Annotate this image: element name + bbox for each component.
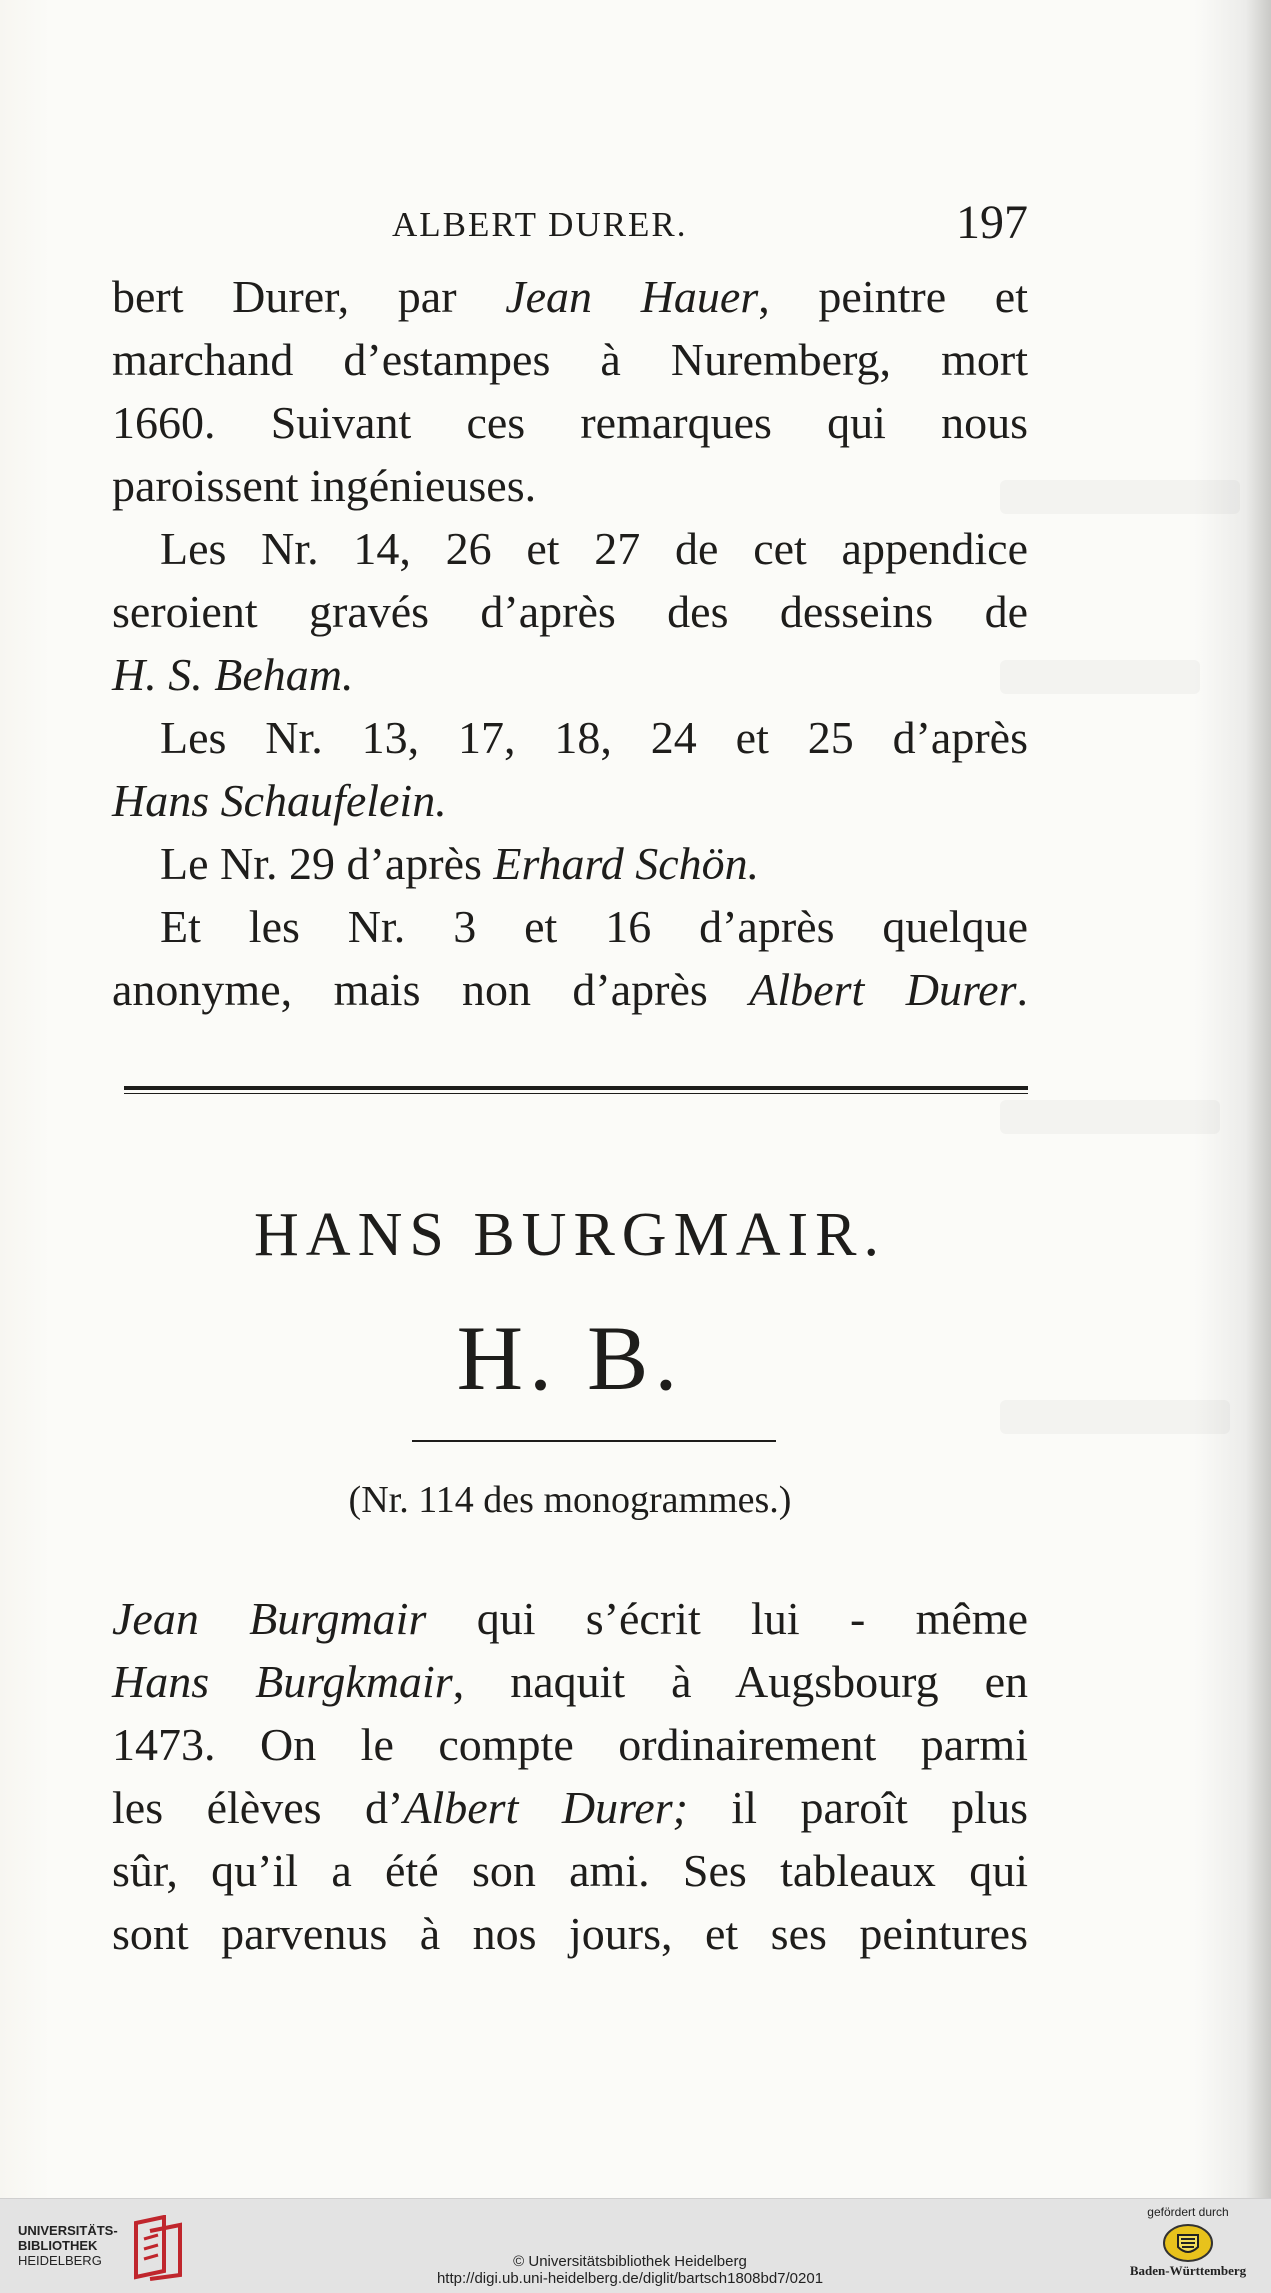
text-line (112, 958, 1028, 1021)
bleed-through-mark (1000, 660, 1200, 694)
state-seal-icon (1162, 2223, 1214, 2263)
section-rule (124, 1086, 1028, 1090)
text-line: Hans Schaufelein. (112, 775, 447, 826)
text-line: seroient gravés d’après des desseins de (112, 586, 1028, 637)
person-name: Hans Burgkmair (112, 1656, 453, 1707)
monogram: H. B. (456, 1307, 684, 1409)
text-line (112, 1776, 1028, 1839)
person-name: Jean Hauer (505, 271, 759, 322)
library-name-line: BIBLIOTHEK (18, 2238, 98, 2253)
person-name: Albert Durer; (403, 1782, 688, 1833)
bleed-through-mark (1000, 1400, 1230, 1434)
bleed-through-mark (1000, 1100, 1220, 1134)
text-run: Le Nr. 29 d’après (160, 838, 494, 889)
library-name-line: UNIVERSITÄTS- (18, 2223, 118, 2238)
running-head (112, 195, 1028, 255)
library-name-line: HEIDELBERG (18, 2253, 102, 2268)
text-run: , naquit à Augsbourg en (452, 1656, 1029, 1707)
person-name: Jean Burgmair (112, 1593, 427, 1644)
library-mark-icon (130, 2215, 190, 2281)
page-number: 197 (956, 196, 1028, 249)
text-run: , peintre et (758, 271, 1028, 322)
text-line: sûr, qu’il a été son ami. Ses tableaux qui (112, 1845, 1028, 1896)
text-line: 1660. Suivant ces remarques qui nous (112, 397, 1028, 448)
permalink-url[interactable]: http://digi.ub.uni-heidelberg.de/diglit/bartsch1808bd7/0201 (436, 2270, 824, 2287)
copyright-text: © Universitätsbibliothek Heidelberg (513, 2253, 747, 2270)
text-run: les élèves d’ (112, 1782, 404, 1833)
text-line: sont parvenus à nos jours, et ses peintures (112, 1908, 1028, 1959)
text-line: paroissent ingénieuses. (112, 460, 537, 511)
person-name: Albert Durer (749, 964, 1017, 1015)
text-line: Les Nr. 14, 26 et 27 de cet appendice (160, 523, 1028, 574)
library-logo[interactable] (18, 2213, 188, 2283)
monogram-rule (412, 1440, 776, 1442)
text-line: Et les Nr. 3 et 16 d’après quelque (160, 901, 1028, 952)
text-run: anonyme, mais non d’après (112, 964, 750, 1015)
section-heading: HANS BURGMAIR. (254, 1201, 886, 1269)
text-run: bert Durer, par (112, 271, 506, 322)
paragraph (112, 517, 1028, 706)
funder-block (1113, 2205, 1263, 2289)
person-name: Erhard Schön. (493, 838, 760, 889)
paragraph (112, 706, 1028, 832)
text-line (112, 1587, 1028, 1650)
text-line (112, 265, 1028, 328)
paragraph-continuation (112, 265, 1028, 517)
text-run: il paroît plus (687, 1782, 1028, 1833)
footer-credits (300, 2253, 960, 2287)
text-run: . (1016, 964, 1028, 1015)
text-run: qui s’écrit lui - même (426, 1593, 1028, 1644)
text-line (112, 832, 1028, 895)
text-line: 1473. On le compte ordinairement parmi (112, 1719, 1028, 1770)
bleed-through-mark (1000, 480, 1240, 514)
text-line: marchand d’estampes à Nuremberg, mort (112, 334, 1028, 385)
text-line (112, 1650, 1028, 1713)
text-line: H. S. Beham. (112, 649, 354, 700)
body-paragraph (112, 1587, 1028, 1965)
paragraph (112, 832, 1028, 895)
section-rule-thin (124, 1093, 1028, 1094)
funder-name: Baden-Württemberg (1129, 2263, 1247, 2278)
monogram-reference: (Nr. 114 des monogrammes.) (348, 1479, 792, 1521)
running-title: ALBERT DURER. (392, 205, 688, 244)
funder-label: gefördert durch (1147, 2205, 1229, 2219)
paragraph (112, 895, 1028, 1021)
footer-bar (0, 2198, 1271, 2293)
text-line: Les Nr. 13, 17, 18, 24 et 25 d’après (160, 712, 1028, 763)
